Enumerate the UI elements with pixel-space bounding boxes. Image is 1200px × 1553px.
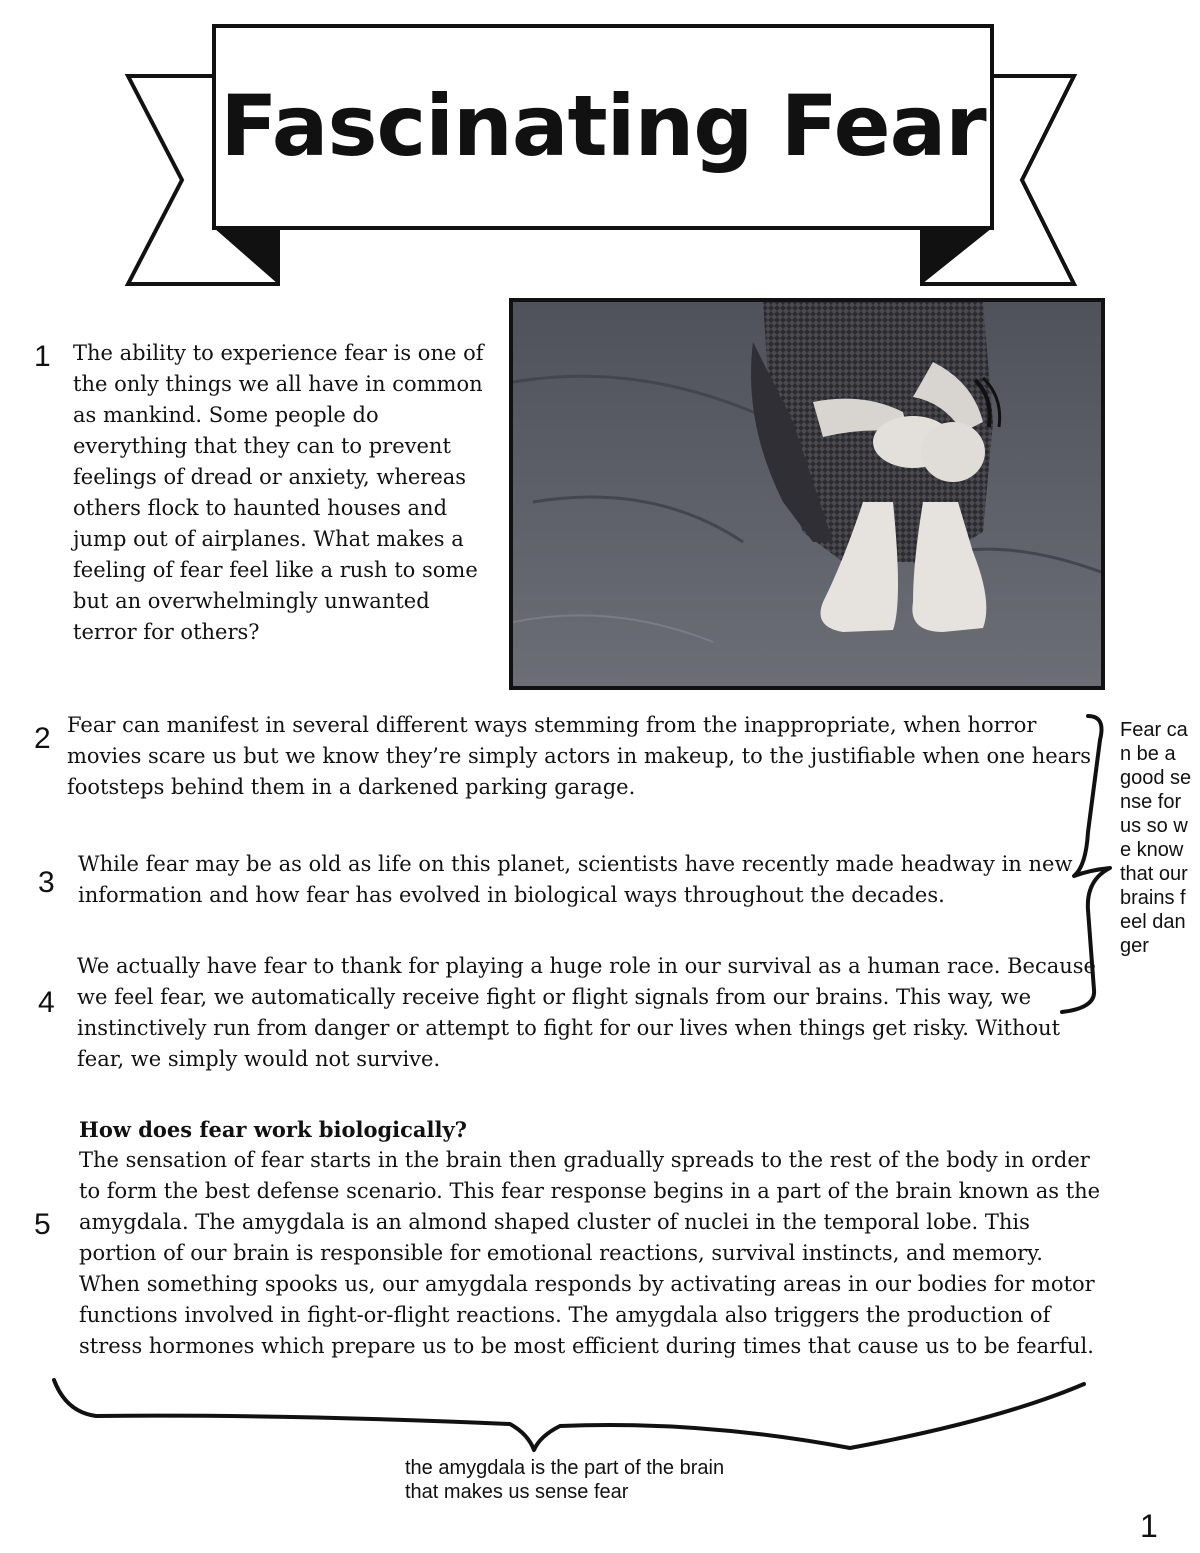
page-title: Fascinating Fear [220,77,986,175]
paragraph-4: We actually have fear to thank for playing a huge role in our survival as a human race. Because we feel fear, we automatically receive fight or flight signals from our brains. This way, we instinctively run from danger or attempt to fight for our lives when things get risky. Without fear, we simply would not survive. [77,954,1096,1071]
page-number: 1 [1140,1508,1158,1544]
paragraph-1: The ability to experience fear is one of the only things we all have in common as mankind. Some people do everything that they can to prevent feelings of dread or anxiety, whereas others flock to haunted houses and jump out of airplanes. What makes a feeling of fear feel like a rush to some but an overwhelmingly unwanted terror for others? [73,341,484,644]
paragraph-5: The sensation of fear starts in the brain then gradually spreads to the rest of the body in order to form the best defense scenario. This fear response begins in a part of the brain known as the amygdala. The amygdala is an almond shaped cluster of nuclei in the temporal lobe. This portion of our brain is responsible for emotional reactions, survival instincts, and memory. When something spooks us, our amygdala responds by activating areas in our bodies for motor functions involved in fight-or-flight reactions. The amygdala also triggers the production of stress hormones which prepare us to be most efficient during times that cause us to be fearful. [79,1148,1101,1358]
bottom-annotation: the amygdala is the part of the brain that makes us sense fear [405,1457,725,1503]
paragraph-number-5: 5 [34,1208,51,1241]
paragraph-2: Fear can manifest in several different ways stemming from the inappropriate, when horror movies scare us but we know they’re simply actors in makeup, to the justifiable when one hears footsteps behind them in a darkened parking garage. [67,713,1092,799]
paragraph-number-4: 4 [38,986,55,1019]
paragraph-3: While fear may be as old as life on this planet, scientists have recently made headway in new information and how fear has evolved in biological ways throughout the decades. [78,852,1073,907]
section-heading: How does fear work biologically? [79,1117,467,1142]
paragraph-number-3: 3 [38,866,55,899]
side-annotation: Fear can be a good sense for us so we know that our brains feel danger [1120,719,1192,957]
paragraph-number-1: 1 [34,340,51,373]
bottom-curly-brace [54,1380,1084,1450]
right-curly-brace [1062,716,1110,1012]
paragraph-number-2: 2 [34,722,51,755]
